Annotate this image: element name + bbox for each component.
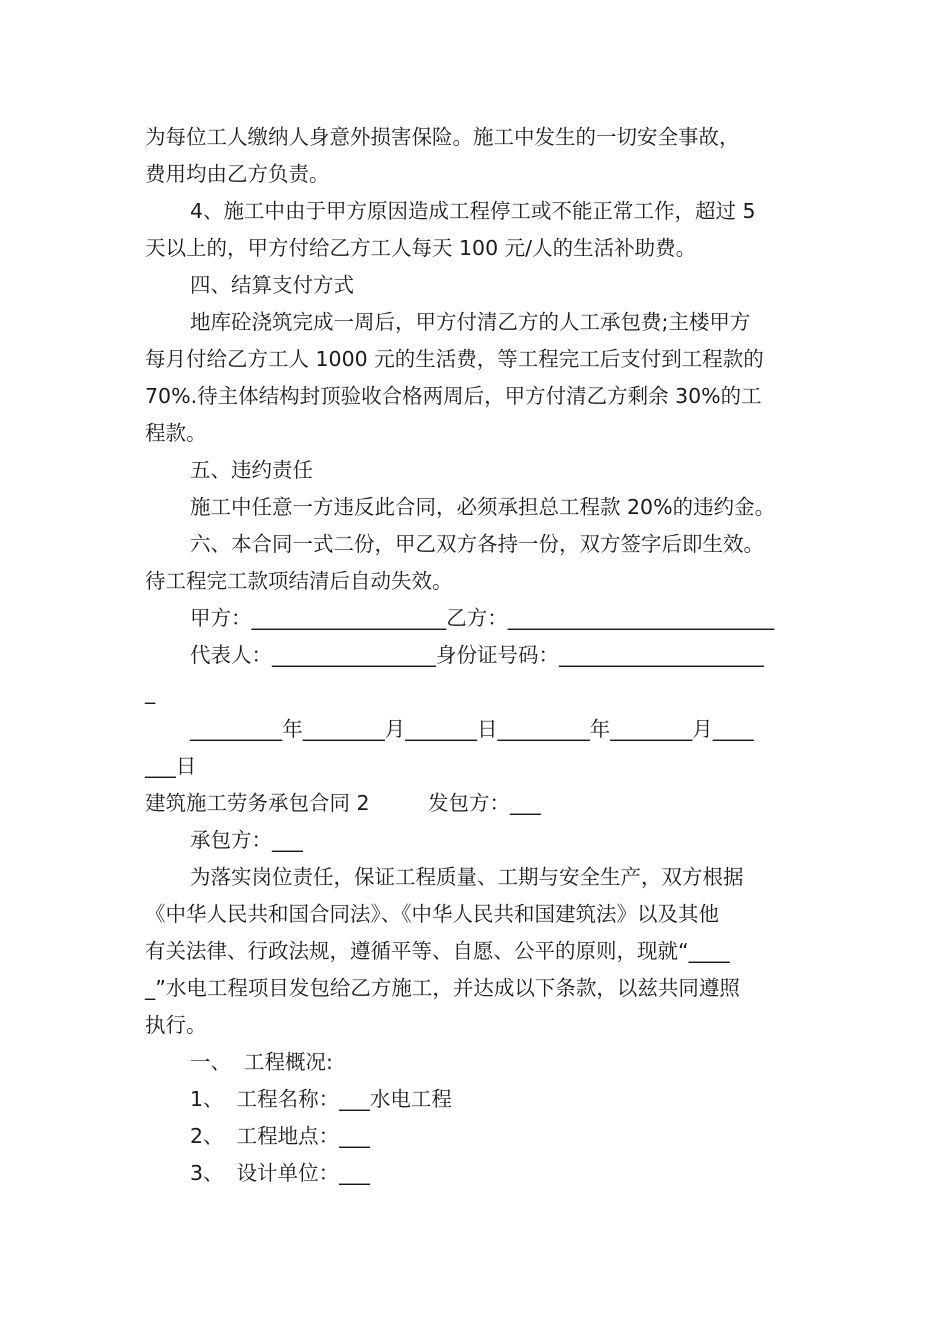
employer-field: 发包方：___ xyxy=(428,791,541,815)
paragraph-line: 70%.待主体结构封顶验收合格两周后，甲方付清乙方剩余 30%的工 xyxy=(145,384,762,408)
paragraph-line: 费用均由乙方负责。 xyxy=(145,162,330,186)
paragraph-line: 每月付给乙方工人 1000 元的生活费，等工程完工后支付到工程款的 xyxy=(145,347,764,371)
list-item: 3、 设计单位：___ xyxy=(190,1161,370,1185)
signature-line-representative: 代表人：________________身份证号码：____________________ xyxy=(190,643,764,667)
paragraph-line: 施工中任意一方违反此合同，必须承担总工程款 20%的违约金。 xyxy=(190,495,776,519)
date-line: _________年________月_______日_________年________月____ xyxy=(190,717,754,741)
paragraph-line: 待工程完工款项结清后自动失效。 xyxy=(145,569,453,593)
paragraph-line: 程款。 xyxy=(145,421,207,445)
list-item: 1、 工程名称：___水电工程 xyxy=(190,1087,452,1111)
date-line-continuation: ___日 xyxy=(145,754,197,778)
paragraph-line: 天以上的，甲方付给乙方工人每天 100 元/人的生活补助费。 xyxy=(145,236,697,260)
paragraph-line: 执行。 xyxy=(145,1013,207,1037)
signature-line-continuation: _ xyxy=(145,680,156,704)
paragraph-line: 地库砼浇筑完成一周后，甲方付清乙方的人工承包费;主楼甲方 xyxy=(190,310,751,334)
paragraph-line: 六、本合同一式二份，甲乙双方各持一份，双方签字后即生效。 xyxy=(190,532,764,556)
section-heading: 一、 工程概况: xyxy=(190,1050,333,1074)
contract-title: 建筑施工劳务承包合同 2 xyxy=(145,791,370,815)
paragraph-line: 4、施工中由于甲方原因造成工程停工或不能正常工作，超过 5 xyxy=(190,199,756,223)
section-heading: 五、违约责任 xyxy=(190,458,313,482)
contractor-field: 承包方：___ xyxy=(190,828,303,852)
paragraph-line: 《中华人民共和国合同法》、《中华人民共和国建筑法》以及其他 xyxy=(145,902,719,926)
paragraph-line: _”水电工程项目发包给乙方施工，并达成以下条款，以兹共同遵照 xyxy=(145,976,740,1000)
paragraph-line: 有关法律、行政法规，遵循平等、自愿、公平的原则，现就“____ xyxy=(145,939,730,963)
paragraph-line: 为落实岗位责任，保证工程质量、工期与安全生产，双方根据 xyxy=(190,865,744,889)
list-item: 2、 工程地点：___ xyxy=(190,1124,370,1148)
paragraph-line: 为每位工人缴纳人身意外损害保险。施工中发生的一切安全事故， xyxy=(145,125,740,149)
section-heading: 四、结算支付方式 xyxy=(190,273,354,297)
signature-line-party: 甲方：___________________乙方：__________________________ xyxy=(190,606,775,630)
